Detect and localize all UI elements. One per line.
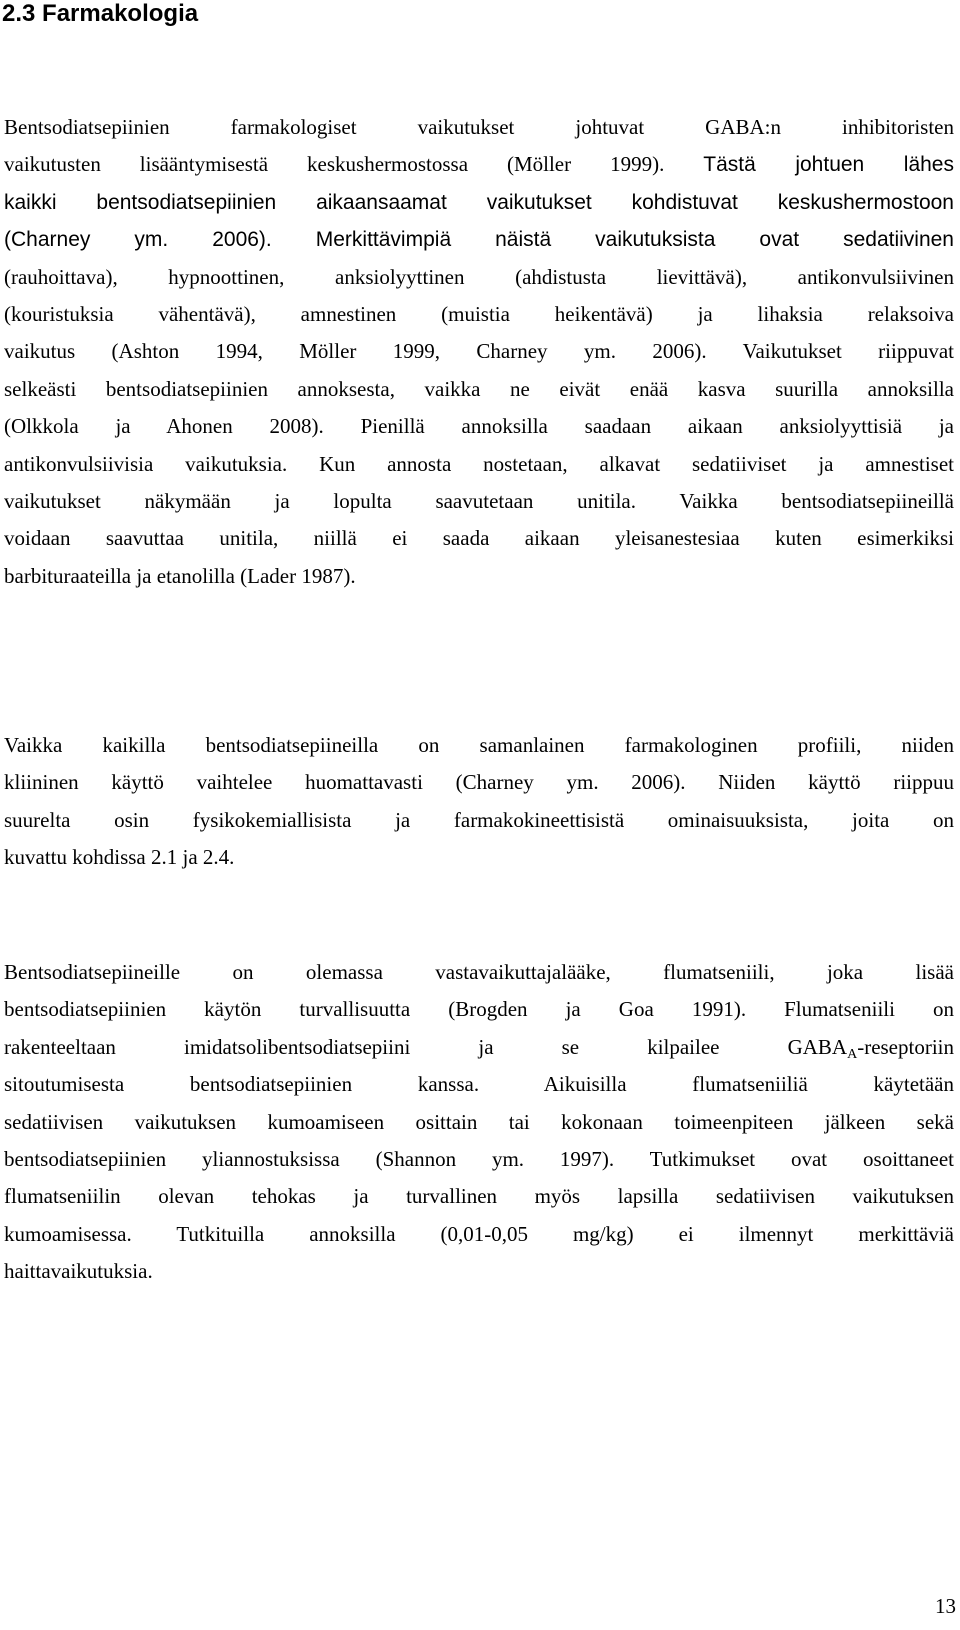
text-run: Tästä johtuen lähes [703,153,954,177]
text-line [4,146,954,183]
paragraph-pharmacology-effects [4,109,954,595]
text-line: kaikki bentsodiatsepiinien aikaansaamat vaikutukset kohdistuvat keskushermostoon [4,190,954,214]
text-line: (kouristuksia vähentävä), amnestinen (muistia heikentävä) ja lihaksia relaksoiva [4,302,954,327]
text-line: antikonvulsiivisia vaikutuksia. Kun annosta nostetaan, alkavat sedatiiviset ja amnestiset [4,451,954,476]
gaba-subscript: A [847,1046,858,1062]
text-run: vaikutusten lisääntymisestä keskushermostossa (Möller 1999). [4,152,704,177]
section-heading: 2.3 Farmakologia [2,0,199,27]
text-line: Bentsodiatsepiineille on olemassa vastavaikuttajalääke, flumatseniili, joka lisää [4,960,954,984]
paragraph-flumazenil [4,954,954,1291]
text-line: Bentsodiatsepiinien farmakologiset vaikutukset johtuvat GABA:n inhibitoristen [4,115,954,139]
text-line: kumoamisessa. Tutkituilla annoksilla (0,01-0,05 mg/kg) ei ilmennyt merkittäviä [4,1221,954,1246]
text-line: Vaikka kaikilla bentsodiatsepiineilla on samanlainen farmakologinen profiili, niiden [4,733,954,757]
text-line: bentsodiatsepiinien käytön turvallisuutta (Brogden ja Goa 1991). Flumatseniili on [4,997,954,1022]
text-line: haittavaikutuksia. [4,1259,153,1284]
text-line: suurelta osin fysikokemiallisista ja farmakokineettisistä ominaisuuksista, joita on [4,807,954,832]
text-line: voidaan saavuttaa unitila, niillä ei saada aikaan yleisanestesiaa kuten esimerkiksi [4,526,954,551]
text-line: sedatiivisen vaikutuksen kumoamiseen osittain tai kokonaan toimeenpiteen jälkeen sekä [4,1109,954,1134]
text-line: flumatseniilin olevan tehokas ja turvallinen myös lapsilla sedatiivisen vaikutuksen [4,1184,954,1209]
text-line: kuvattu kohdissa 2.1 ja 2.4. [4,845,235,870]
text-line: sitoutumisesta bentsodiatsepiinien kanssa. Aikuisilla flumatseniiliä käytetään [4,1072,954,1097]
text-line: (Olkkola ja Ahonen 2008). Pienillä annoksilla saadaan aikaan anksiolyyttisiä ja [4,414,954,439]
text-line: vaikutus (Ashton 1994, Möller 1999, Charney ym. 2006). Vaikutukset riippuvat [4,339,954,364]
text-line [4,1029,954,1066]
text-line: barbituraateilla ja etanolilla (Lader 1987). [4,563,356,588]
text-line: vaikutukset näkymään ja lopulta saavutetaan unitila. Vaikka bentsodiatsepiineillä [4,489,954,514]
text-line: (rauhoittava), hypnoottinen, anksiolyyttinen (ahdistusta lievittävä), antikonvulsiivinen [4,264,954,289]
text-line: selkeästi bentsodiatsepiinien annoksesta, vaikka ne eivät enää kasva suurilla annoksilla [4,376,954,401]
page-number: 13 [935,1594,956,1618]
text-line [4,221,954,258]
text-run: ym. 2006). Merkittävimpiä näistä vaikutuksista ovat sedatiivinen [134,228,954,252]
paragraph-clinical-use [4,727,954,877]
text-run: -reseptoriin [857,1034,954,1059]
text-run: rakenteeltaan imidatsolibentsodiatsepiini ja se kilpailee GABA [4,1034,848,1059]
text-line: bentsodiatsepiinien yliannostuksissa (Shannon ym. 1997). Tutkimukset ovat osoittaneet [4,1147,954,1172]
text-line: kliininen käyttö vaihtelee huomattavasti (Charney ym. 2006). Niiden käyttö riippuu [4,770,954,795]
text-run: (Charney [4,228,135,252]
